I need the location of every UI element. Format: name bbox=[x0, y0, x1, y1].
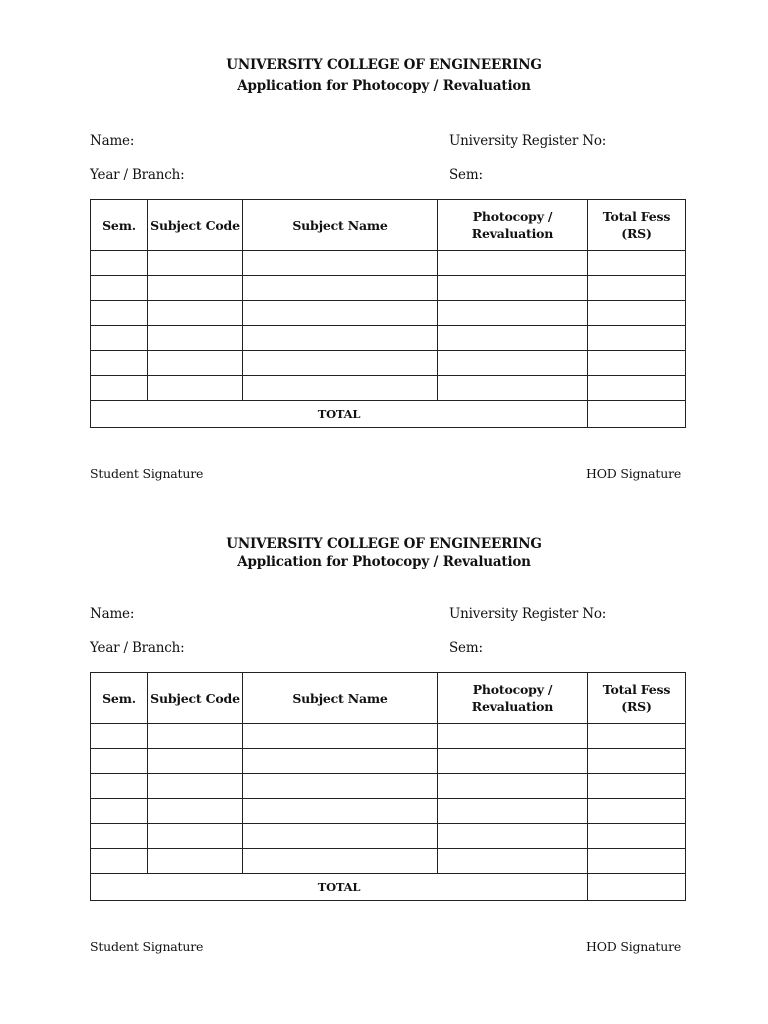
table-cell[interactable] bbox=[91, 376, 148, 401]
table-cell[interactable] bbox=[438, 351, 588, 376]
table-cell[interactable] bbox=[91, 326, 148, 351]
table-cell[interactable] bbox=[438, 849, 588, 874]
table-cell[interactable] bbox=[438, 326, 588, 351]
name-label: Name: bbox=[90, 133, 135, 149]
table-cell[interactable] bbox=[243, 301, 438, 326]
table-cell[interactable] bbox=[243, 799, 438, 824]
table-cell[interactable] bbox=[438, 724, 588, 749]
header-total-fees: Total Fess (RS) bbox=[588, 673, 686, 724]
table-cell[interactable] bbox=[148, 351, 243, 376]
header-subject-name: Subject Name bbox=[243, 673, 438, 724]
student-signature-label: Student Signature bbox=[90, 466, 204, 481]
table-header-row bbox=[91, 200, 686, 251]
table-row bbox=[91, 824, 686, 849]
header-subject-code: Subject Code bbox=[148, 673, 243, 724]
table-row bbox=[91, 351, 686, 376]
total-value-cell[interactable] bbox=[588, 874, 686, 901]
sem-label: Sem: bbox=[449, 167, 483, 183]
year-branch-label: Year / Branch: bbox=[90, 167, 185, 183]
total-row bbox=[91, 874, 686, 901]
table-cell[interactable] bbox=[588, 301, 686, 326]
table-cell[interactable] bbox=[243, 326, 438, 351]
table-cell[interactable] bbox=[588, 276, 686, 301]
hod-signature-label: HOD Signature bbox=[586, 466, 682, 481]
table-cell[interactable] bbox=[148, 749, 243, 774]
total-label: TOTAL bbox=[91, 874, 588, 901]
table-cell[interactable] bbox=[243, 376, 438, 401]
table-cell[interactable] bbox=[438, 301, 588, 326]
header-photocopy-revaluation: Photocopy / Revaluation bbox=[438, 673, 588, 724]
table-header-row bbox=[91, 673, 686, 724]
header-photocopy-revaluation: Photocopy / Revaluation bbox=[438, 200, 588, 251]
table-cell[interactable] bbox=[588, 774, 686, 799]
table-cell[interactable] bbox=[588, 799, 686, 824]
table-row bbox=[91, 849, 686, 874]
table-cell[interactable] bbox=[91, 276, 148, 301]
table-row bbox=[91, 301, 686, 326]
table-cell[interactable] bbox=[243, 276, 438, 301]
form-subtitle: Application for Photocopy / Revaluation bbox=[237, 554, 531, 570]
table-cell[interactable] bbox=[91, 799, 148, 824]
table-cell[interactable] bbox=[91, 849, 148, 874]
table-cell[interactable] bbox=[438, 376, 588, 401]
table-row bbox=[91, 774, 686, 799]
table-cell[interactable] bbox=[148, 724, 243, 749]
header-subject-name: Subject Name bbox=[243, 200, 438, 251]
table-cell[interactable] bbox=[148, 774, 243, 799]
table-cell[interactable] bbox=[148, 799, 243, 824]
register-no-label: University Register No: bbox=[449, 606, 607, 622]
table-cell[interactable] bbox=[588, 351, 686, 376]
table-cell[interactable] bbox=[438, 824, 588, 849]
table-cell[interactable] bbox=[243, 724, 438, 749]
header-subject-code: Subject Code bbox=[148, 200, 243, 251]
year-branch-label: Year / Branch: bbox=[90, 640, 185, 656]
student-signature-label: Student Signature bbox=[90, 939, 204, 954]
form-title: UNIVERSITY COLLEGE OF ENGINEERING bbox=[226, 536, 542, 552]
name-label: Name: bbox=[90, 606, 135, 622]
register-no-label: University Register No: bbox=[449, 133, 607, 149]
form-subtitle: Application for Photocopy / Revaluation bbox=[237, 78, 531, 94]
table-cell[interactable] bbox=[588, 849, 686, 874]
table-cell[interactable] bbox=[148, 849, 243, 874]
table-cell[interactable] bbox=[243, 251, 438, 276]
sem-label: Sem: bbox=[449, 640, 483, 656]
table-cell[interactable] bbox=[148, 326, 243, 351]
table-cell[interactable] bbox=[243, 774, 438, 799]
table-cell[interactable] bbox=[588, 749, 686, 774]
table-cell[interactable] bbox=[243, 749, 438, 774]
table-cell[interactable] bbox=[91, 724, 148, 749]
table-row bbox=[91, 326, 686, 351]
table-cell[interactable] bbox=[588, 724, 686, 749]
table-cell[interactable] bbox=[438, 749, 588, 774]
table-cell[interactable] bbox=[438, 774, 588, 799]
table-cell[interactable] bbox=[148, 251, 243, 276]
table-cell[interactable] bbox=[243, 824, 438, 849]
table-cell[interactable] bbox=[91, 824, 148, 849]
table-cell[interactable] bbox=[243, 351, 438, 376]
table-cell[interactable] bbox=[148, 376, 243, 401]
table-cell[interactable] bbox=[91, 749, 148, 774]
table-cell[interactable] bbox=[588, 376, 686, 401]
hod-signature-label: HOD Signature bbox=[586, 939, 682, 954]
subjects-table bbox=[90, 672, 686, 901]
table-cell[interactable] bbox=[91, 251, 148, 276]
table-cell[interactable] bbox=[588, 326, 686, 351]
table-cell[interactable] bbox=[438, 799, 588, 824]
table-row bbox=[91, 724, 686, 749]
table-cell[interactable] bbox=[91, 351, 148, 376]
header-sem: Sem. bbox=[91, 673, 148, 724]
form-title: UNIVERSITY COLLEGE OF ENGINEERING bbox=[226, 57, 542, 73]
table-cell[interactable] bbox=[91, 301, 148, 326]
table-cell[interactable] bbox=[148, 276, 243, 301]
header-sem: Sem. bbox=[91, 200, 148, 251]
total-row bbox=[91, 401, 686, 428]
table-cell[interactable] bbox=[91, 774, 148, 799]
table-cell[interactable] bbox=[438, 276, 588, 301]
table-cell[interactable] bbox=[438, 251, 588, 276]
table-row bbox=[91, 749, 686, 774]
header-total-fees: Total Fess (RS) bbox=[588, 200, 686, 251]
table-cell[interactable] bbox=[148, 824, 243, 849]
total-label: TOTAL bbox=[91, 401, 588, 428]
table-row bbox=[91, 376, 686, 401]
table-row bbox=[91, 251, 686, 276]
table-row bbox=[91, 799, 686, 824]
table-cell[interactable] bbox=[148, 301, 243, 326]
subjects-table bbox=[90, 199, 686, 428]
table-cell[interactable] bbox=[243, 849, 438, 874]
table-cell[interactable] bbox=[588, 824, 686, 849]
total-value-cell[interactable] bbox=[588, 401, 686, 428]
table-cell[interactable] bbox=[588, 251, 686, 276]
table-row bbox=[91, 276, 686, 301]
